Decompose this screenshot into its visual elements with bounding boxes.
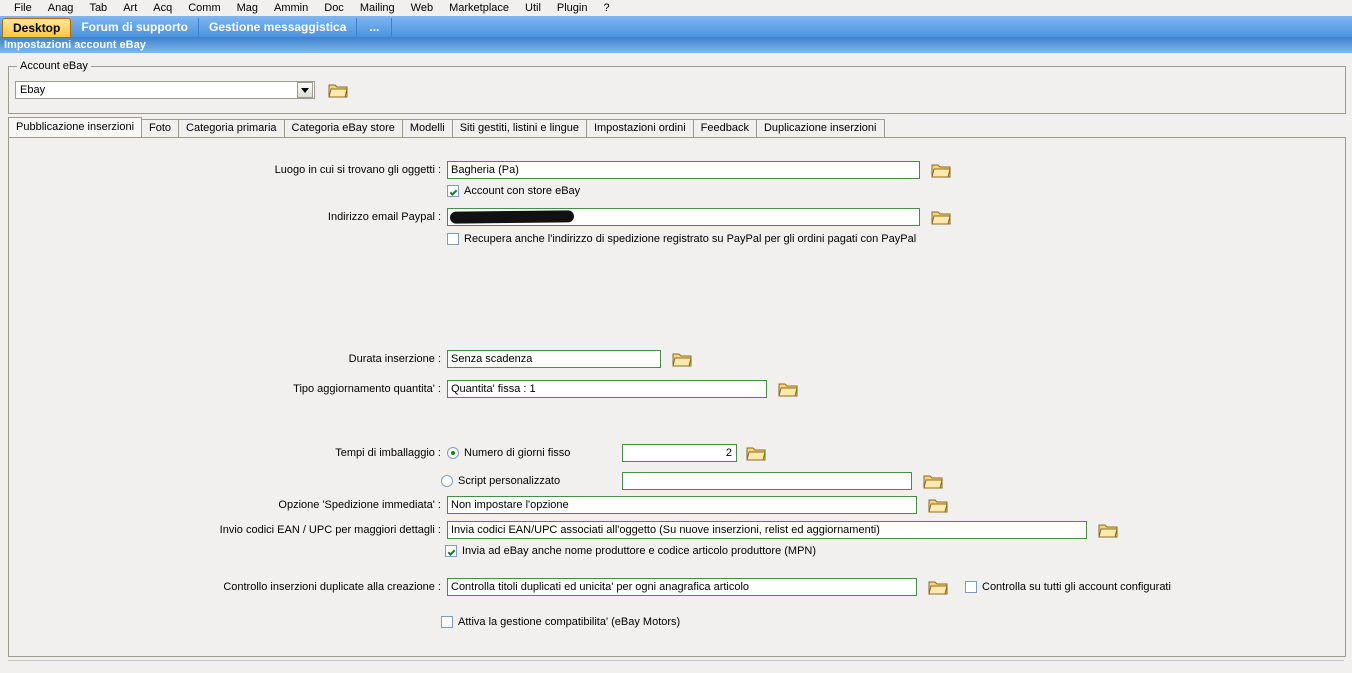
tab-categoria-ebay-store[interactable]: Categoria eBay store	[284, 119, 403, 137]
tab-siti-gestiti[interactable]: Siti gestiti, listini e lingue	[452, 119, 587, 137]
chevron-down-icon[interactable]	[297, 82, 313, 98]
row-durata	[9, 348, 729, 370]
account-select-value: Ebay	[20, 84, 46, 96]
checkbox-icon	[445, 545, 457, 557]
window-tab-gestione-messaggistica[interactable]: Gestione messaggistica	[199, 18, 357, 37]
menu-item-file[interactable]: File	[14, 2, 32, 14]
checkbox-icon	[441, 616, 453, 628]
recupera-indirizzo-checkbox[interactable]	[447, 233, 916, 245]
invia-mpn-label: Invia ad eBay anche nome produttore e codice articolo produttore (MPN)	[462, 545, 817, 557]
durata-input[interactable]: Senza scadenza	[447, 350, 661, 368]
script-personalizzato-folder-button[interactable]	[920, 470, 946, 492]
tab-foto[interactable]: Foto	[141, 119, 179, 137]
menu-item-mag[interactable]: Mag	[236, 2, 259, 14]
account-select[interactable]	[15, 81, 315, 99]
compatibilita-label: Attiva la gestione compatibilita' (eBay Motors)	[458, 616, 681, 628]
tab-feedback[interactable]: Feedback	[693, 119, 757, 137]
tab-modelli[interactable]: Modelli	[402, 119, 453, 137]
tempi-imballaggio-fisso-label: Numero di giorni fisso	[464, 447, 571, 459]
menu-item-anag[interactable]: Anag	[47, 2, 74, 14]
tipo-aggiornamento-input[interactable]: Quantita' fissa : 1	[447, 380, 767, 398]
paypal-folder-button[interactable]	[928, 206, 954, 228]
row-script-personalizzato	[441, 470, 971, 492]
luogo-label: Luogo in cui si trovano gli oggetti :	[274, 164, 441, 176]
menu-item-ammin[interactable]: Ammin	[274, 2, 309, 14]
row-account-store	[447, 185, 580, 197]
controllo-duplicate-label: Controllo inserzioni duplicate alla creazione :	[223, 581, 441, 593]
menu-bar	[0, 0, 1352, 16]
tempi-imballaggio-radio-fisso[interactable]	[447, 447, 622, 459]
menu-item-util[interactable]: Util	[525, 2, 541, 14]
tempi-imballaggio-label: Tempi di imballaggio :	[335, 447, 441, 459]
account-store-label: Account con store eBay	[464, 185, 581, 197]
window-tab-more[interactable]: ...	[357, 18, 392, 37]
ean-upc-input[interactable]: Invia codici EAN/UPC associati all'oggetto (Su nuove inserzioni, relist ed aggiornamenti)	[447, 521, 1087, 539]
row-controllo-duplicate	[9, 576, 1209, 598]
paypal-input[interactable]	[447, 208, 920, 226]
invia-mpn-checkbox[interactable]	[445, 545, 816, 557]
menu-item-help[interactable]: ?	[603, 2, 610, 14]
paypal-label: Indirizzo email Paypal :	[327, 211, 441, 223]
ean-upc-label: Invio codici EAN / UPC per maggiori dettagli :	[219, 524, 441, 536]
menu-item-plugin[interactable]: Plugin	[556, 2, 588, 14]
script-personalizzato-input[interactable]	[622, 472, 912, 490]
radio-icon	[441, 475, 453, 487]
account-folder-button[interactable]	[325, 79, 351, 101]
menu-item-web[interactable]: Web	[410, 2, 434, 14]
row-tipo-aggiornamento	[9, 378, 839, 400]
row-recupera-indirizzo	[447, 233, 916, 245]
row-ean-upc	[9, 519, 1129, 541]
luogo-input[interactable]: Bagheria (Pa)	[447, 161, 920, 179]
checkbox-icon	[447, 233, 459, 245]
spedizione-immediata-input[interactable]: Non impostare l'opzione	[447, 496, 917, 514]
tempi-imballaggio-giorni-folder-button[interactable]	[743, 442, 769, 464]
row-spedizione-immediata	[9, 494, 969, 516]
tipo-aggiornamento-folder-button[interactable]	[775, 378, 801, 400]
compatibilita-checkbox[interactable]	[441, 616, 680, 628]
menu-item-comm[interactable]: Comm	[188, 2, 221, 14]
page-title: Impostazioni account eBay	[0, 37, 1352, 53]
account-store-checkbox[interactable]	[447, 185, 580, 197]
row-compatibilita	[441, 616, 680, 628]
controllo-duplicate-folder-button[interactable]	[925, 576, 951, 598]
row-luogo	[9, 159, 959, 181]
checkbox-icon	[447, 185, 459, 197]
tab-duplicazione-inserzioni[interactable]: Duplicazione inserzioni	[756, 119, 885, 137]
durata-folder-button[interactable]	[669, 348, 695, 370]
menu-item-art[interactable]: Art	[123, 2, 138, 14]
tab-categoria-primaria[interactable]: Categoria primaria	[178, 119, 284, 137]
menu-item-marketplace[interactable]: Marketplace	[449, 2, 510, 14]
window-tab-desktop[interactable]: Desktop	[2, 18, 71, 37]
tipo-aggiornamento-label: Tipo aggiornamento quantita' :	[293, 383, 441, 395]
row-invia-mpn	[445, 545, 816, 557]
luogo-folder-button[interactable]	[928, 159, 954, 181]
radio-icon	[447, 447, 459, 459]
controlla-tutti-checkbox[interactable]	[965, 581, 1171, 593]
bottom-divider	[8, 660, 1344, 661]
durata-label: Durata inserzione :	[348, 353, 441, 365]
redaction-mark	[450, 210, 574, 223]
tempi-imballaggio-giorni-input[interactable]: 2	[622, 444, 737, 462]
window-tab-strip	[0, 16, 1352, 37]
settings-tab-row	[8, 118, 1344, 137]
tab-pubblicazione-inserzioni[interactable]: Pubblicazione inserzioni	[8, 117, 142, 137]
menu-item-acq[interactable]: Acq	[153, 2, 173, 14]
menu-item-tab[interactable]: Tab	[89, 2, 108, 14]
checkbox-icon	[965, 581, 977, 593]
controllo-duplicate-input[interactable]: Controlla titoli duplicati ed unicita' per ogni anagrafica articolo	[447, 578, 917, 596]
account-group-box	[8, 60, 1346, 114]
recupera-indirizzo-label: Recupera anche l'indirizzo di spedizione registrato su PayPal per gli ordini pagati con PayPal	[464, 233, 917, 245]
menu-item-doc[interactable]: Doc	[324, 2, 344, 14]
account-group-legend: Account eBay	[17, 60, 91, 72]
tempi-imballaggio-radio-script[interactable]	[441, 475, 622, 487]
ean-upc-folder-button[interactable]	[1095, 519, 1121, 541]
tab-impostazioni-ordini[interactable]: Impostazioni ordini	[586, 119, 694, 137]
menu-item-mailing[interactable]: Mailing	[359, 2, 395, 14]
row-tempi-imballaggio	[9, 442, 809, 464]
spedizione-immediata-folder-button[interactable]	[925, 494, 951, 516]
spedizione-immediata-label: Opzione 'Spedizione immediata' :	[278, 499, 441, 511]
script-personalizzato-label: Script personalizzato	[458, 475, 561, 487]
row-paypal	[9, 206, 959, 228]
window-tab-forum-supporto[interactable]: Forum di supporto	[71, 18, 199, 37]
controlla-tutti-label: Controlla su tutti gli account configurati	[982, 581, 1171, 593]
settings-panel	[8, 137, 1346, 657]
